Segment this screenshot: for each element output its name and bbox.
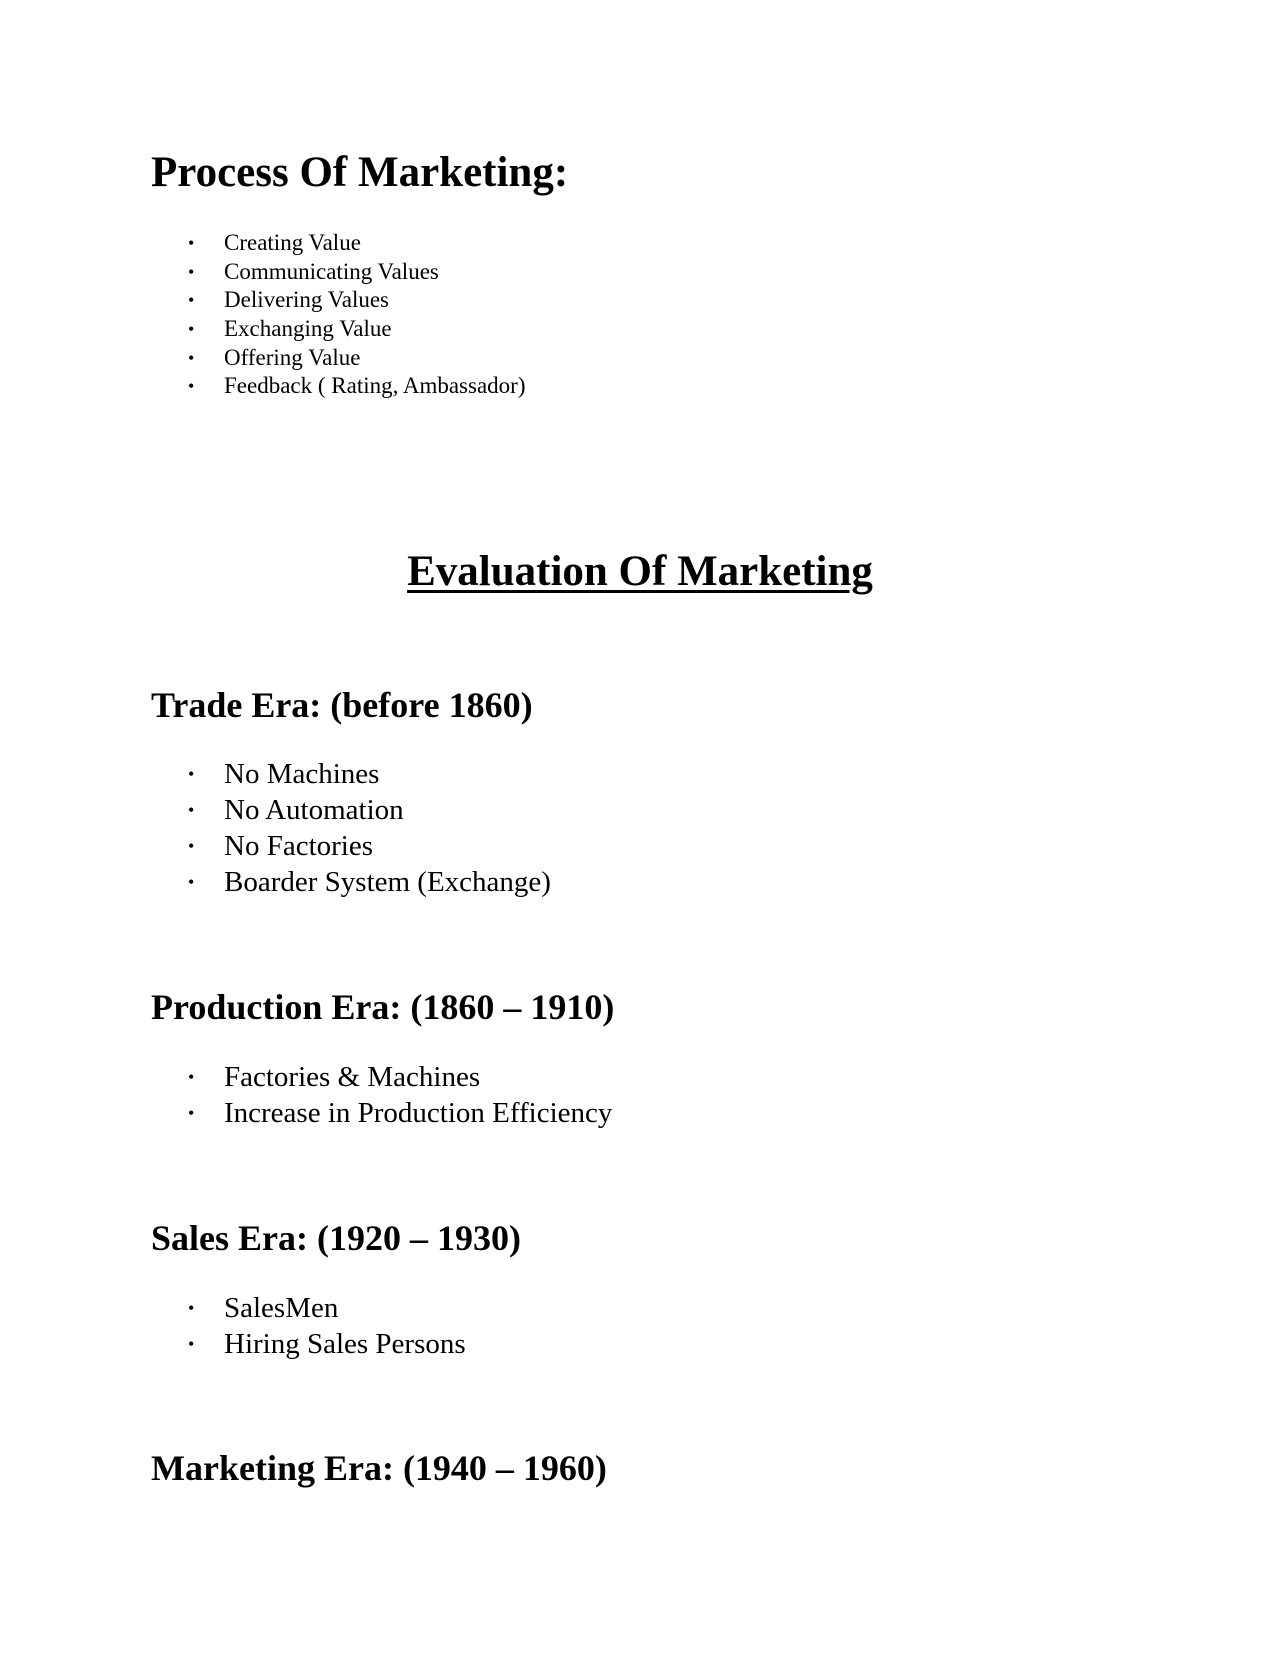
bullet-icon: •: [188, 836, 195, 856]
sales-era-heading: Sales Era: (1920 – 1930): [151, 1218, 521, 1258]
list-item-text: Feedback ( Rating, Ambassador): [224, 373, 526, 399]
list-item-text: Exchanging Value: [224, 316, 392, 342]
evaluation-of-marketing-heading: Evaluation Of Marketing: [407, 548, 873, 595]
list-item-text: Creating Value: [224, 230, 361, 255]
list-item-text: No Machines: [224, 758, 380, 790]
list-item-text: SalesMen: [224, 1292, 339, 1324]
bullet-icon: •: [188, 1067, 195, 1087]
marketing-era-heading: Marketing Era: (1940 – 1960): [151, 1448, 607, 1488]
production-era-heading: Production Era: (1860 – 1910): [151, 987, 615, 1027]
bullet-icon: •: [188, 1334, 195, 1354]
bullet-icon: •: [188, 1103, 195, 1123]
bullet-icon: •: [188, 764, 195, 784]
list-item-text: No Automation: [224, 794, 404, 826]
list-item-text: Factories & Machines: [224, 1061, 481, 1093]
bullet-icon: •: [188, 233, 195, 253]
list-item-text: Communicating Values: [224, 258, 439, 284]
list-item-text: Boarder System (Exchange): [224, 866, 551, 898]
bullet-icon: •: [188, 347, 195, 368]
list-item-text: Delivering Values: [224, 287, 390, 313]
list-item-text: Hiring Sales Persons: [224, 1328, 466, 1360]
list-item-text: No Factories: [224, 830, 373, 862]
bullet-icon: •: [188, 872, 195, 892]
process-of-marketing-heading: Process Of Marketing:: [151, 149, 569, 196]
bullet-icon: •: [188, 800, 195, 820]
bullet-icon: •: [188, 1298, 195, 1318]
list-item-text: Increase in Production Efficiency: [224, 1097, 613, 1129]
bullet-icon: •: [188, 290, 195, 311]
bullet-icon: •: [188, 376, 195, 397]
trade-era-heading: Trade Era: (before 1860): [151, 685, 533, 725]
bullet-icon: •: [188, 319, 195, 340]
list-item-text: Offering Value: [224, 344, 361, 370]
bullet-icon: •: [188, 261, 195, 282]
